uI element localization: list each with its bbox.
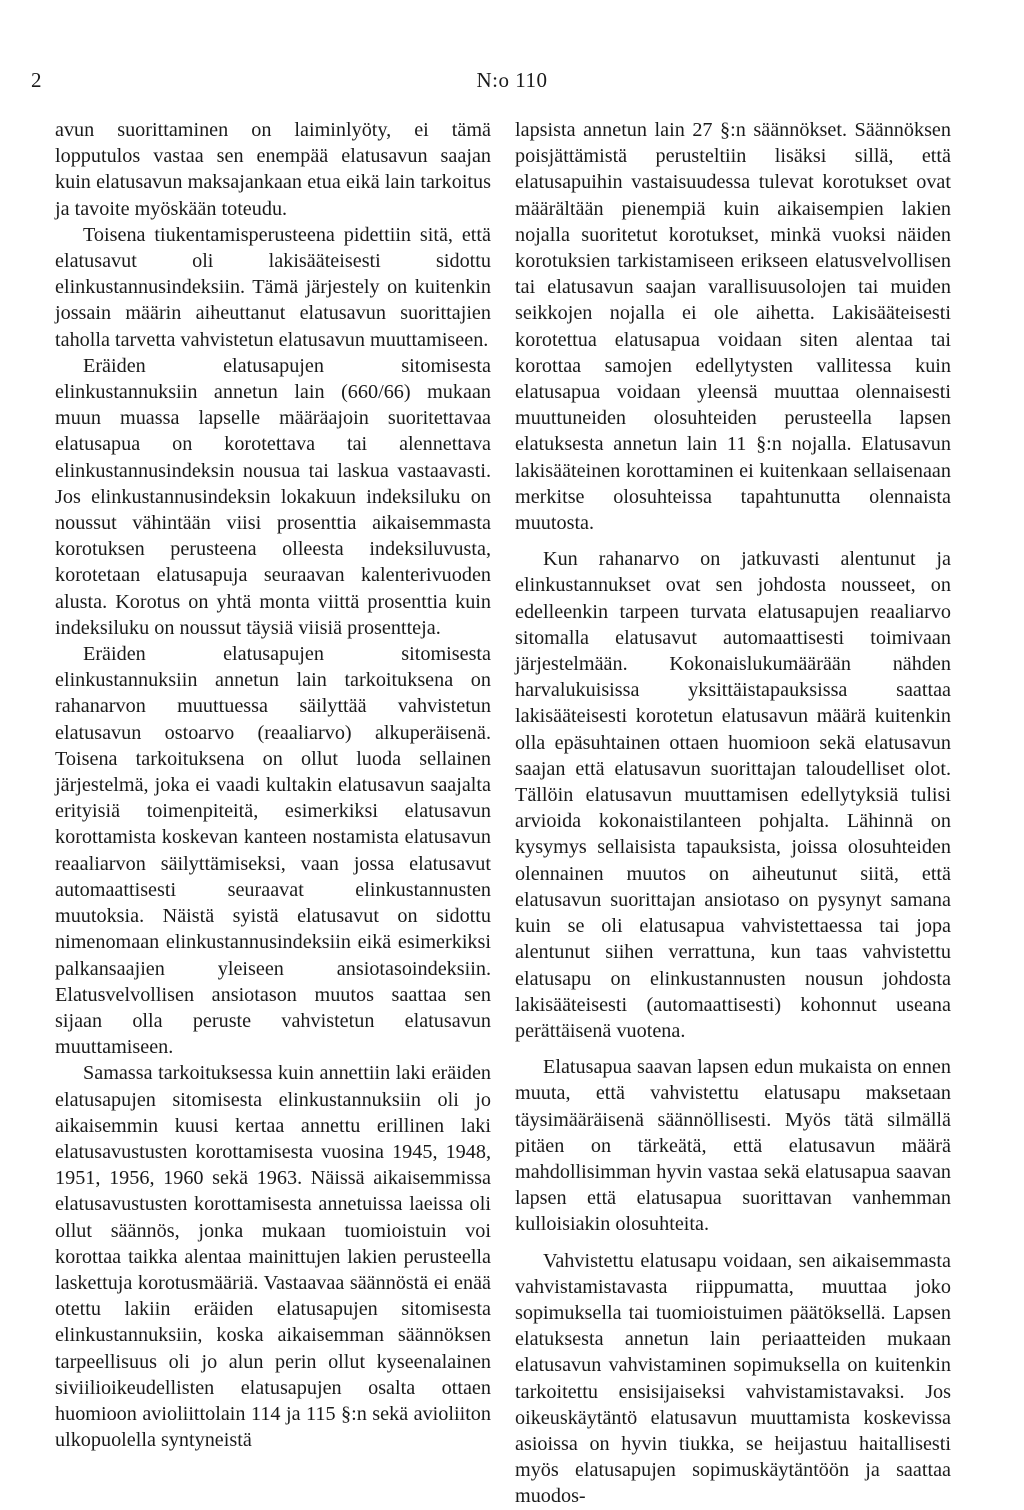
document-code: N:o 110 (476, 68, 548, 92)
paragraph: lapsista annetun lain 27 §:n säännökset. Säännöksen poisjättämistä perusteltiin lisäksi sillä, että elatusapuihin vastaisuudessa tulevat korotukset ovat määrältään pienempiä kuin aikaisempien lakien nojalla suoritetut korotukset, minkä vuoksi näiden korotuksien tarkistamiseen erikseen elatusvelvollisen tai elatusavun saajan varallisuusolojen tai muiden seikkojen nojalla ei ole aihetta. Lakisääteisesti korotettua elatusapua voidaan siten alentaa tai korottaa samojen edellytysten vallitessa kuin elatusapua voidaan yleensä muuttaa olennaisesti muuttuneiden olosuhteiden perusteella lapsen elatuksesta annetun lain 11 §:n nojalla. Elatusavun lakisääteinen korottaminen ei kuitenkaan sellaisenaan merkitse olosuhteissa tapahtunutta olennaista muutosta. (515, 119, 951, 535)
left-column (55, 117, 491, 1453)
paragraph: Eräiden elatusapujen sitomisesta elinkustannuksiin annetun lain (660/66) mukaan muun muassa lapselle määräajoin suoritettavaa elatusapua on korotettava tai alennettava elinkustannusindeksin nousua tai laskua vastaavasti. Jos elinkustannusindeksin lokakuun indeksiluku on noussut vähintään viisi prosenttia aikaisemmasta korotuksen perusteena olleesta indeksiluvusta, korotetaan elatusapuja seuraavan kalenterivuoden alusta. Korotus on yhtä monta viittä prosenttia kuin indeksiluku on noussut täysiä viisiä prosentteja. (55, 354, 491, 639)
page-number: 2 (31, 68, 42, 92)
paragraph: Toisena tiukentamisperusteena pidettiin sitä, että elatusavut oli lakisääteisesti sidottu elinkustannusindeksiin. Tämä järjestely on kuitenkin jossain määrin aiheuttanut elatusavun suorittajien taholla tarvetta vahvistetun elatusavun muuttamiseen. (55, 223, 491, 351)
right-column (515, 117, 951, 1510)
paragraph: Elatusapua saavan lapsen edun mukaista on ennen muuta, että vahvistettu elatusapu maksetaan täysimääräisenä säännöllisesti. Myös tätä silmällä pitäen on tärkeätä, että elatusavun määrä mahdollisimman hyvin vastaa sekä elatusapua saavan lapsen että elatusapua suorittavan vanhemman kulloisiakin olosuhteita. (515, 1056, 951, 1236)
paragraph: avun suorittaminen on laiminlyöty, ei tämä lopputulos vastaa sen enempää elatusavun saajan kuin elatusavun maksajankaan etua eikä lain tarkoitus ja tavoite myöskään toteudu. (55, 119, 491, 220)
paragraph: Samassa tarkoituksessa kuin annettiin laki eräiden elatusapujen sitomisesta elinkustannuksiin oli jo aikaisemmin kuusi kertaa annettu erillinen laki elatusavustusten korottamisesta vuosina 1945, 1948, 1951, 1956, 1960 sekä 1963. Näissä aikaisemmissa elatusavustusten korottamisesta annetuissa laeissa oli ollut säännös, jonka mukaan tuomioistuin voi korottaa taikka alentaa mainittujen lakien perusteella laskettuja korotusmääriä. Vastaavaa säännöstä ei enää otettu lakiin eräiden elatusapujen sitomisesta elinkustannuksiin, koska aikaisemman säännöksen tarpeellisuus oli jo alun perin ollut kyseenalainen siviilioikeudellisten elatusapujen osalta ottaen huomioon avioliittolain 114 ja 115 §:n sekä avioliiton ulkopuolella syntyneistä (55, 1062, 491, 1452)
paragraph: Kun rahanarvo on jatkuvasti alentunut ja elinkustannukset ovat sen johdosta nousseet, on edelleenkin tarpeen turvata elatusapujen reaaliarvo sitomalla elatusavut automaattisesti toimivaan järjestelmään. Kokonaislukumäärään nähden harvalukuisissa yksittäistapauksissa saattaa lakisääteisesti korotetun elatusavun määrä kuitenkin olla epäsuhtainen ottaen huomioon sekä elatusavun saajan että elatusavun suorittajan taloudelliset olot. Tällöin elatusavun muuttamisen edellytyksiä tulisi arvioida kokonaistilanteen pohjalta. Lähinnä on kysymys sellaisista tapauksista, joissa olosuhteiden olennainen muutos on aiheutunut siitä, että elatusavun suorittajan ansiotaso on pysynyt samana kuin se oli elatusapua vahvistettaessa tai jopa alentunut siihen verrattuna, kun taas vahvistettu elatusapu on elinkustannusten nousun johdosta lakisääteisesti (automaattisesti) kohonnut useana perättäisenä vuotena. (515, 548, 951, 1042)
paragraph: Eräiden elatusapujen sitomisesta elinkustannuksiin annetun lain tarkoituksena on rahanarvon muuttuessa säilyttää vahvistetun elatusavun ostoarvo (reaaliarvo) alkuperäisenä. Toisena tarkoituksena on ollut luoda sellainen järjestelmä, joka ei vaadi kultakin elatusavun saajalta erityisiä toimenpiteitä, esimerkiksi elatusavun korottamista koskevan kanteen nostamista elatusavun reaaliarvon säilyttämiseksi, vaan jossa elatusavut automaattisesti seuraavat elinkustannusten muutoksia. Näistä syistä elatusavut on sidottu nimenomaan elinkustannusindeksiin eikä esimerkiksi palkansaajien yleiseen ansiotasoindeksiin. Elatusvelvollisen ansiotason muutos saattaa sen sijaan olla peruste vahvistetun elatusavun muuttamiseen. (55, 643, 491, 1059)
paragraph: Vahvistettu elatusapu voidaan, sen aikaisemmasta vahvistamistavasta riippumatta, muuttaa joko sopimuksella tai tuomioistuimen päätöksellä. Lapsen elatuksesta annetun lain periaatteiden mukaan elatusavun vahvistaminen sopimuksella on kuitenkin tarkoitettu ensisijaiseksi vahvistamistavaksi. Jos oikeuskäytäntö elatusavun muuttamista koskevissa asioissa on hyvin tiukka, se heijastuu haitallisesti myös elatusapujen sopimuskäytäntöön ja saattaa muodos- (515, 1249, 951, 1508)
